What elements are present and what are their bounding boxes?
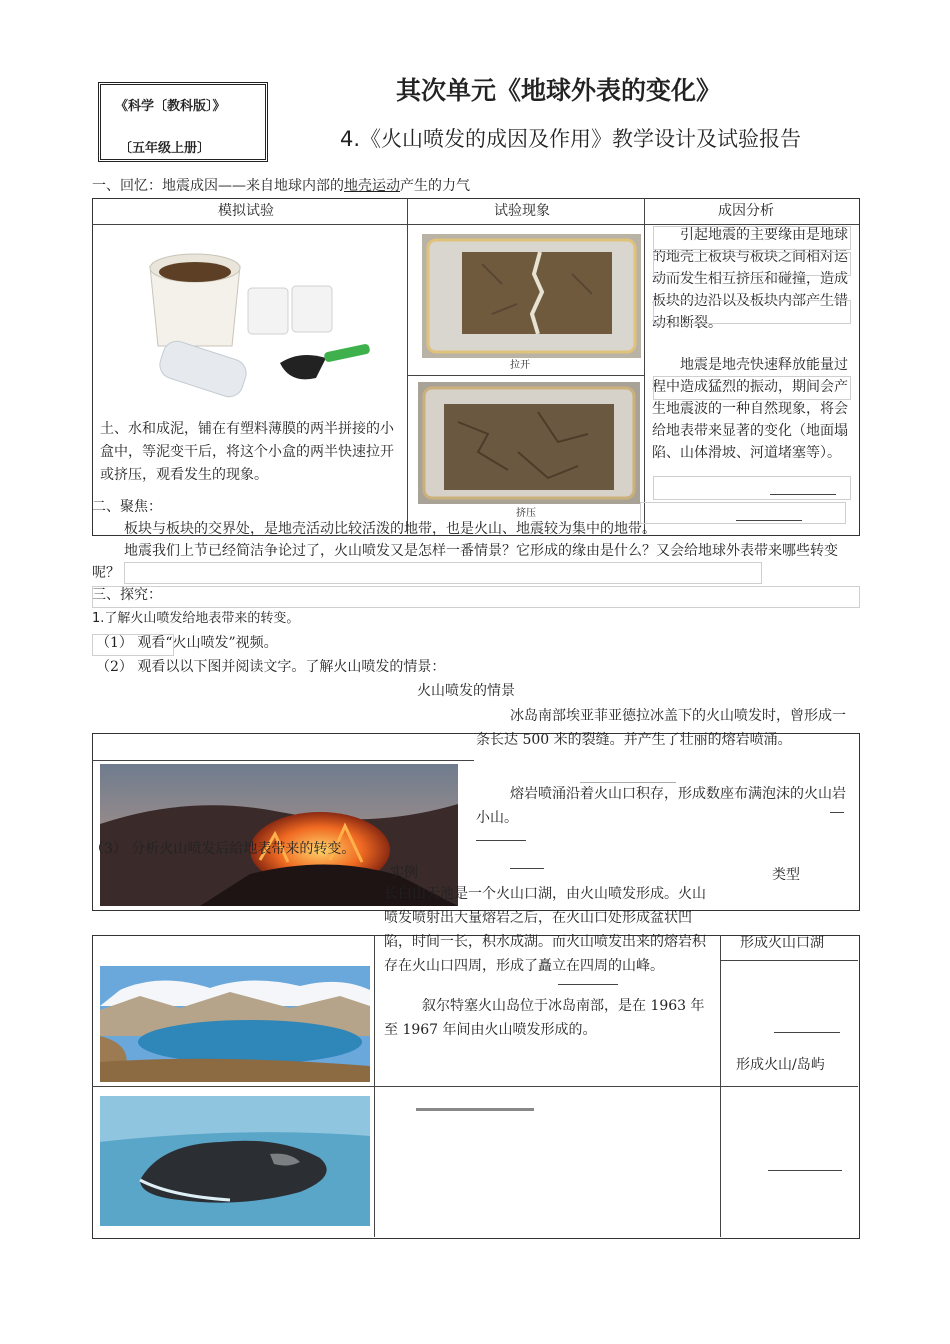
pull-apart-label: 拉开: [510, 360, 530, 371]
section2-heading: 二、聚焦：: [92, 499, 162, 515]
subject-badge: [98, 82, 268, 162]
section2-paragraph-1: 板块与板块的交界处，是地壳活动比较活泼的地带，也是火山、地震较为集中的地带。: [124, 521, 656, 537]
squeeze-label: 挤压: [516, 508, 536, 519]
explore-sub-1: （1） 观看“火山喷发”视频。: [96, 635, 278, 651]
section1-heading-prefix: 一、回忆：地震成因——来自地球内部的: [92, 178, 344, 194]
section1-heading: [92, 175, 470, 197]
unit-title: 其次单元《地球外表的变化》: [396, 76, 722, 105]
scene-paragraph-2: 熔岩喷涌沿着火山口积存，形成数座布满泡沫的火山岩小山。: [476, 786, 846, 826]
explore-sub-2: （2） 观看以以下图并阅读文字。了解火山喷发的情景：: [96, 659, 446, 675]
analysis-paragraph-1: 引起地震的主要缘由是地球的地壳上板块与板块之间相对运动而发生相互挤压和碰撞，造成板块的边沿以及板块内部产生错动和断裂。: [652, 227, 848, 331]
experiment-kit-image: [140, 238, 380, 413]
section3-heading: 三、探究：: [92, 587, 162, 603]
experiment-description: 土、水和成泥，铺在有塑料薄膜的两半拼接的小盒中，等泥变干后，将这个小盒的两半快速拉开或挤压，观看发生的现象。: [100, 421, 394, 483]
squeeze-photo: [418, 382, 640, 504]
header-simulation: 模拟试验: [218, 203, 274, 219]
crater-lake-photo: [100, 966, 370, 1082]
scene-paragraph-1: 冰岛南部埃亚菲亚德拉冰盖下的火山喷发时，曾形成一条长达 500 米的裂缝。并产生了壮丽的熔岩喷涌。: [476, 708, 846, 748]
header-phenomenon: 试验现象: [494, 203, 550, 219]
scene-title: 火山喷发的情景: [417, 683, 515, 699]
explore-item-1: 1.了解火山喷发给地表带来的转变。: [92, 611, 300, 626]
section2-paragraph-2: 地震我们上节已经简洁争论过了，火山喷发又是怎样一番情景？它形成的缘由是什么？又会给地球外表带来哪些转变呢？: [92, 543, 838, 581]
crater-lake-text: 长白山天池是一个火山口湖，由火山喷发形成。火山喷发喷射出大量熔岩之后，在火山口处形成盆状凹陷，时间一长，积水成湖。而火山喷发出来的熔岩积存在火山口四周，形成了矗立在四周的山峰。: [384, 886, 706, 974]
section1-heading-suffix: 产生的力气: [400, 178, 470, 194]
volcanic-island-photo: [100, 1096, 370, 1226]
volcanic-island-text: 叙尔特塞火山岛位于冰岛南部，是在 1963 年至 1967 年间由火山喷发形成的。: [384, 998, 705, 1038]
volcanic-island-type: 形成火山/岛屿: [736, 1057, 825, 1073]
badge-line1: 《科学〔教科版〕》: [115, 99, 226, 114]
crater-lake-type: 形成火山口湖: [740, 935, 824, 951]
column-type: 类型: [772, 867, 800, 883]
section1-heading-underlined: 地壳运动: [344, 178, 400, 194]
badge-line2: 〔五年级上册〕: [119, 141, 211, 156]
analysis-paragraph-2: 地震是地壳快速释放能量过程中造成猛烈的振动，期间会产生地震波的一种自然现象，将会给地表带来显著的变化（地面塌陷、山体滑坡、河道堵塞等）。: [652, 357, 848, 461]
pull-apart-photo: [422, 234, 641, 358]
explore-sub-3: （3） 分析火山喷发后给地表带来的转变。: [90, 841, 356, 857]
lesson-title: 4.《火山喷发的成因及作用》教学设计及试验报告: [340, 127, 802, 151]
header-analysis: 成因分析: [718, 203, 774, 219]
column-example: 实例: [390, 865, 418, 881]
